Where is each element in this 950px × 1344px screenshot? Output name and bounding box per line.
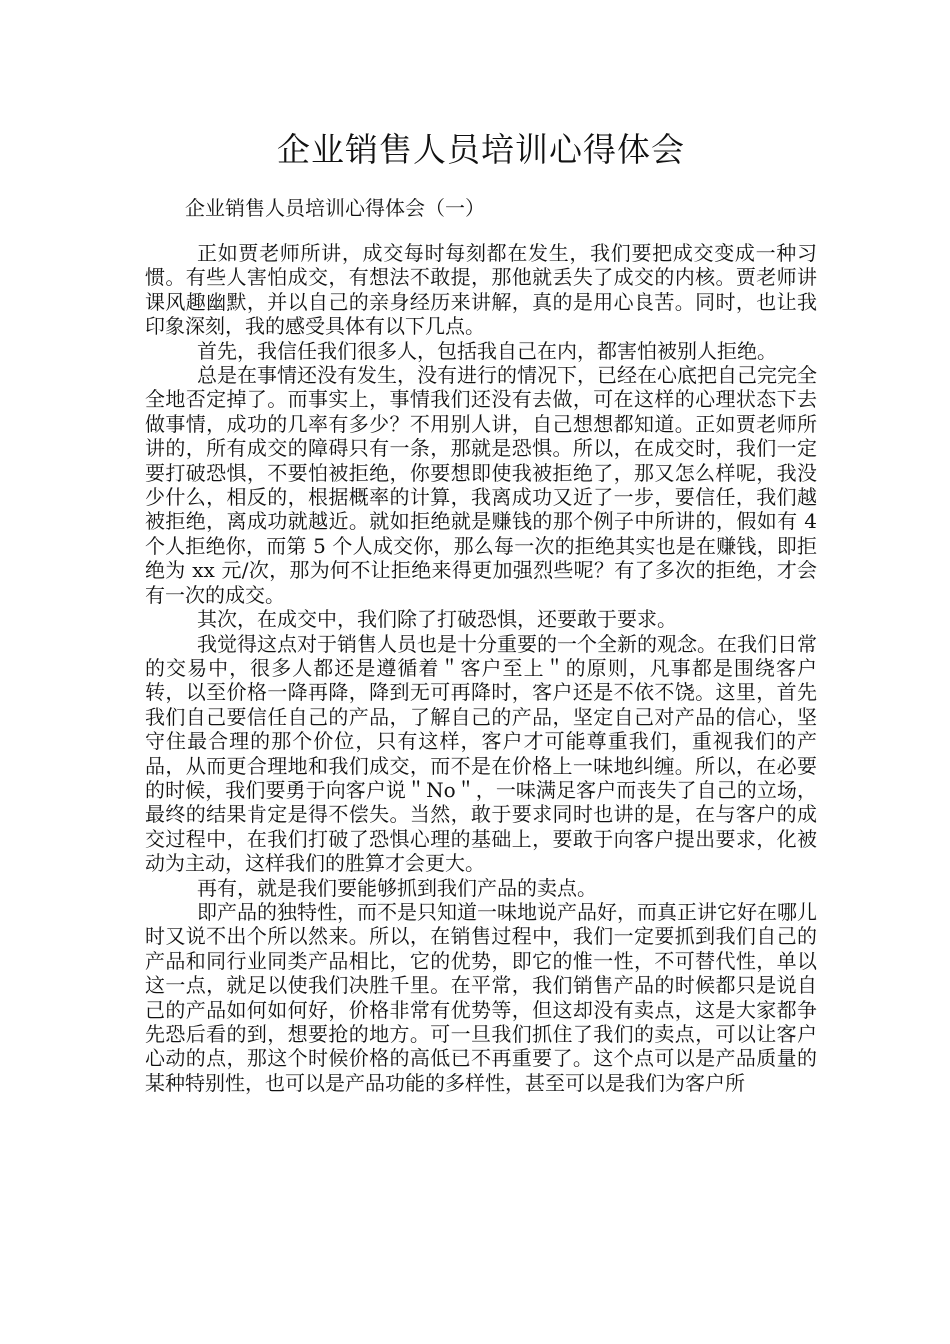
- paragraph: 正如贾老师所讲，成交每时每刻都在发生，我们要把成交变成一种习惯。有些人害怕成交，有想法不敢提，那他就丢失了成交的内核。贾老师讲课风趣幽默，并以自己的亲身经历来讲解，真的是用心良苦。同时，也让我印象深刻，我的感受具体有以下几点。: [145, 241, 817, 339]
- document-page: [145, 128, 817, 1095]
- paragraph: 再有，就是我们要能够抓到我们产品的卖点。: [197, 875, 597, 900]
- paragraph: 其次，在成交中，我们除了打破恐惧，还要敢于要求。: [197, 607, 677, 632]
- paragraph: 总是在事情还没有发生，没有进行的情况下，已经在心底把自己完完全全地否定掉了。而事实上，事情我们还没有去做，可在这样的心理状态下去做事情，成功的几率有多少？不用别人讲，自己想想都知道。正如贾老师所讲的，所有成交的障碍只有一条，那就是恐惧。所以，在成交时，我们一定要打破恐惧，不要怕被拒绝，你要想即使我被拒绝了，那又怎么样呢，我没少什么，相反的，根据概率的计算，我离成功又近了一步，要信任，我们越被拒绝，离成功就越近。就如拒绝就是赚钱的那个例子中所讲的，假如有 4 个人拒绝你，而第 5 个人成交你，那么每一次的拒绝其实也是在赚钱，即拒绝为 xx 元/次，那为何不让拒绝来得更加强烈些呢？有了多次的拒绝，才会有一次的成交。: [145, 363, 817, 607]
- paragraph: 我觉得这点对于销售人员也是十分重要的一个全新的观念。在我们日常的交易中，很多人都还是遵循着＂客户至上＂的原则，凡事都是围绕客户转，以至价格一降再降，降到无可再降时，客户还是不依不饶。这里，首先我们自己要信任自己的产品，了解自己的产品，坚定自己对产品的信心，坚守住最合理的那个价位，只有这样，客户才可能尊重我们，重视我们的产品，从而更合理地和我们成交，而不是在价格上一味地纠缠。所以，在必要的时候，我们要勇于向客户说＂No＂，一味满足客户而丧失了自己的立场，最终的结果肯定是得不偿失。当然，敢于要求同时也讲的是，在与客户的成交过程中，在我们打破了恐惧心理的基础上，要敢于向客户提出要求，化被动为主动，这样我们的胜算才会更大。: [145, 631, 817, 876]
- paragraph: 首先，我信任我们很多人，包括我自己在内，都害怕被别人拒绝。: [197, 338, 777, 363]
- paragraph: 即产品的独特性，而不是只知道一味地说产品好，而真正讲它好在哪儿时又说不出个所以然来。所以，在销售过程中，我们一定要抓到我们自己的产品和同行业同类产品相比，它的优势，即它的惟一性，不可替代性，单以这一点，就足以使我们决胜千里。在平常，我们销售产品的时候都只是说自己的产品如何如何好，价格非常有优势等，但这却没有卖点，这是大家都争先恐后看的到，想要抢的地方。可一旦我们抓住了我们的卖点，可以让客户心动的点，那这个时候价格的高低已不再重要了。这个点可以是产品质量的某种特别性，也可以是产品功能的多样性，甚至可以是我们为客户所: [145, 899, 817, 1095]
- document-subtitle: 企业销售人员培训心得体会（一）: [185, 196, 485, 220]
- document-body: [145, 241, 817, 1095]
- document-title: 企业销售人员培训心得体会: [277, 130, 685, 169]
